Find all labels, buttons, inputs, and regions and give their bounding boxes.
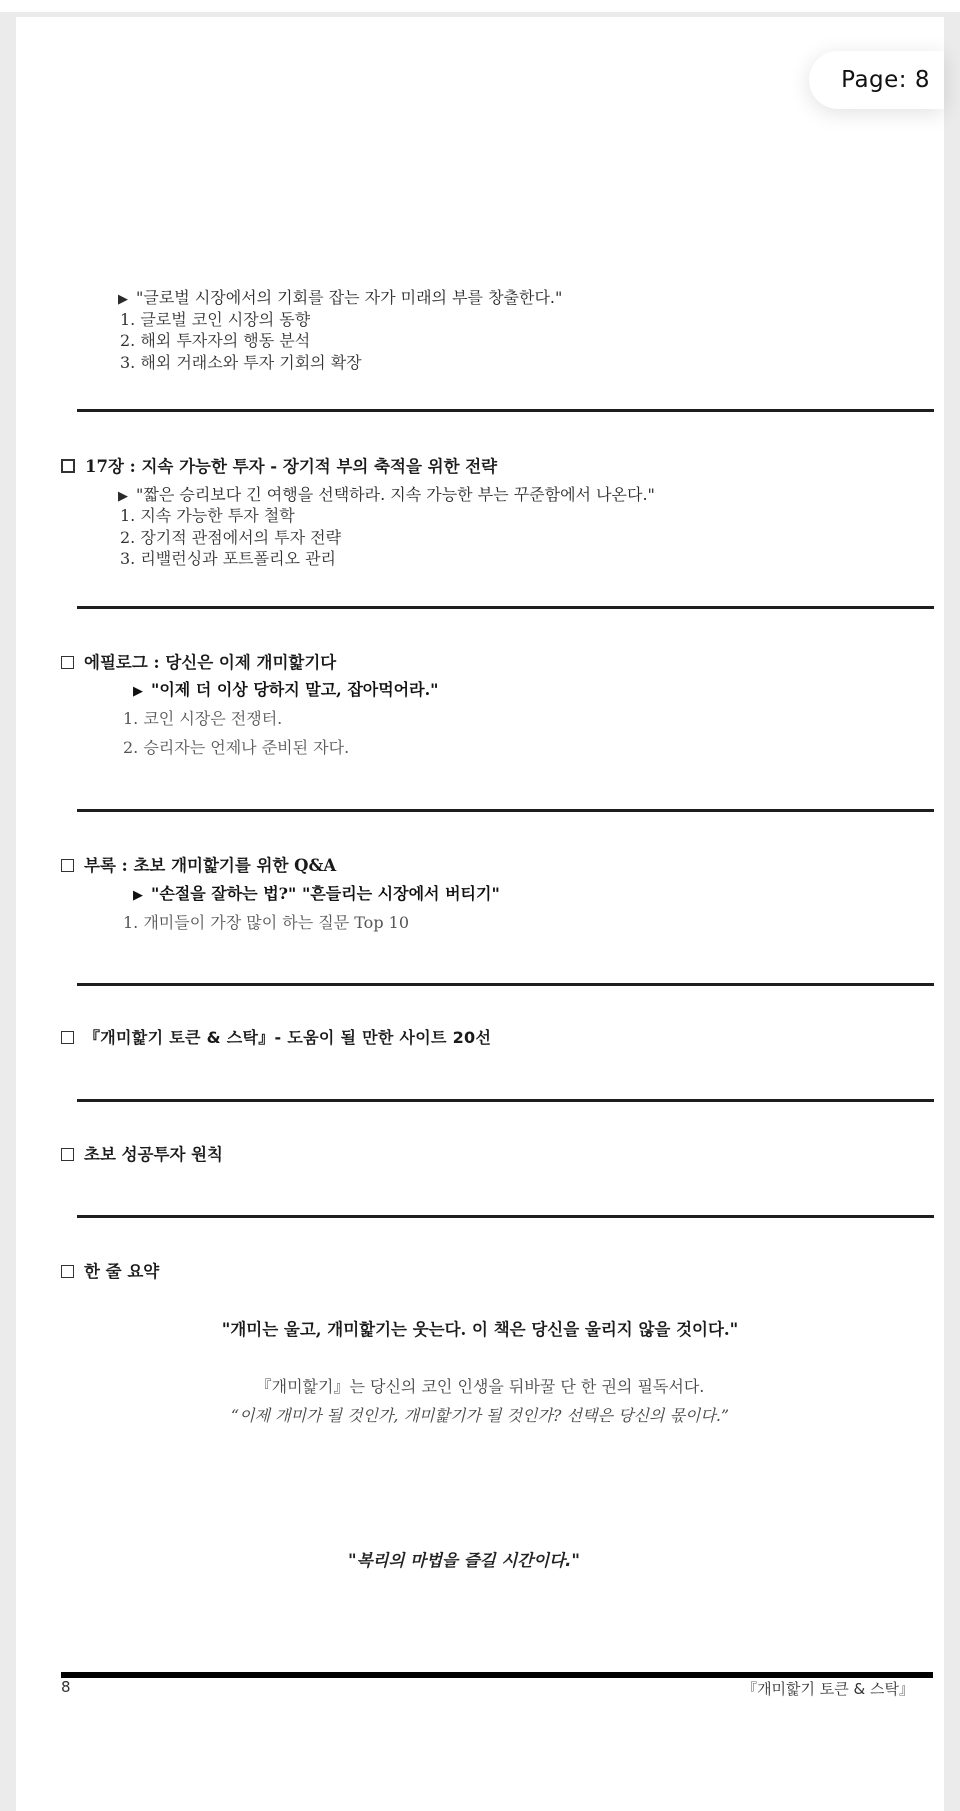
list-item: 1. 지속 가능한 투자 철학 bbox=[120, 506, 295, 525]
list-item: 1. 글로벌 코인 시장의 동향 bbox=[120, 310, 311, 329]
section-divider bbox=[77, 1099, 934, 1102]
epilogue-quote bbox=[133, 677, 439, 700]
epilogue-heading bbox=[61, 649, 336, 673]
list-item: 2. 장기적 관점에서의 투자 전략 bbox=[120, 528, 342, 547]
appendix-quote bbox=[133, 881, 500, 904]
triangle-bullet-icon: ▶ bbox=[118, 489, 128, 504]
checkbox-square-icon bbox=[61, 859, 74, 872]
list-item: 2. 해외 투자자의 행동 분석 bbox=[120, 331, 311, 350]
closing-quote: "복리의 마법을 즐길 시간이다." bbox=[348, 1551, 580, 1570]
section-divider bbox=[77, 1215, 934, 1218]
document-page bbox=[16, 17, 944, 1811]
heading-text: 한 줄 요약 bbox=[84, 1262, 160, 1281]
list-item: 2. 승리자는 언제나 준비된 자다. bbox=[123, 738, 350, 757]
heading-text: 17장 : 지속 가능한 투자 - 장기적 부의 축적을 위한 전략 bbox=[85, 457, 498, 476]
list-item: 3. 리밸런싱과 포트폴리오 관리 bbox=[120, 549, 336, 568]
chapter17-quote bbox=[118, 482, 655, 505]
quote-text: "손절을 잘하는 법?" "흔들리는 시장에서 버티기" bbox=[151, 884, 500, 903]
section-divider bbox=[77, 606, 934, 609]
checkbox-square-icon bbox=[61, 656, 74, 669]
list-item: 3. 해외 거래소와 투자 기회의 확장 bbox=[120, 353, 362, 372]
chapter17-heading bbox=[61, 453, 497, 477]
chapter16-quote bbox=[118, 285, 562, 308]
appendix-heading bbox=[61, 852, 336, 876]
heading-text: 부록 : 초보 개미핥기를 위한 Q&A bbox=[84, 856, 337, 875]
summary-body: 『개미핥기』는 당신의 코인 인생을 뒤바꿀 단 한 권의 필독서다. bbox=[255, 1377, 705, 1396]
heading-text: 에필로그 : 당신은 이제 개미핥기다 bbox=[84, 653, 337, 672]
section-divider bbox=[77, 809, 934, 812]
summary-italic-quote: “이제 개미가 될 것인가, 개미핥기가 될 것인가? 선택은 당신의 몫이다.” bbox=[230, 1406, 730, 1425]
section-divider bbox=[77, 409, 934, 412]
list-item: 1. 개미들이 가장 많이 하는 질문 Top 10 bbox=[123, 913, 410, 932]
triangle-bullet-icon: ▶ bbox=[133, 684, 143, 699]
heading-text: 초보 성공투자 원칙 bbox=[84, 1145, 224, 1164]
quote-text: "이제 더 이상 당하지 말고, 잡아먹어라." bbox=[151, 680, 439, 699]
footer-page-number: 8 bbox=[61, 1678, 71, 1696]
page-indicator[interactable]: Page: 8 bbox=[809, 51, 944, 109]
footer-book-title: 『개미핥기 토큰 & 스탁』 bbox=[742, 1680, 914, 1698]
heading-text: 『개미핥기 토큰 & 스탁』- 도움이 될 만한 사이트 20선 bbox=[84, 1028, 492, 1047]
sites-heading bbox=[61, 1025, 491, 1048]
triangle-bullet-icon: ▶ bbox=[133, 888, 143, 903]
section-divider bbox=[77, 983, 934, 986]
checkbox-square-icon bbox=[61, 459, 75, 473]
summary-headline: "개미는 울고, 개미핥기는 웃는다. 이 책은 당신을 울리지 않을 것이다." bbox=[221, 1320, 739, 1339]
list-item: 1. 코인 시장은 전쟁터. bbox=[123, 709, 283, 728]
triangle-bullet-icon: ▶ bbox=[118, 292, 128, 307]
principles-heading bbox=[61, 1141, 223, 1165]
checkbox-square-icon bbox=[61, 1265, 74, 1278]
checkbox-square-icon bbox=[61, 1031, 74, 1044]
quote-text: "짧은 승리보다 긴 여행을 선택하라. 지속 가능한 부는 꾸준함에서 나온다." bbox=[136, 485, 655, 504]
summary-heading bbox=[61, 1258, 159, 1282]
checkbox-square-icon bbox=[61, 1148, 74, 1161]
quote-text: "글로벌 시장에서의 기회를 잡는 자가 미래의 부를 창출한다." bbox=[136, 288, 563, 307]
